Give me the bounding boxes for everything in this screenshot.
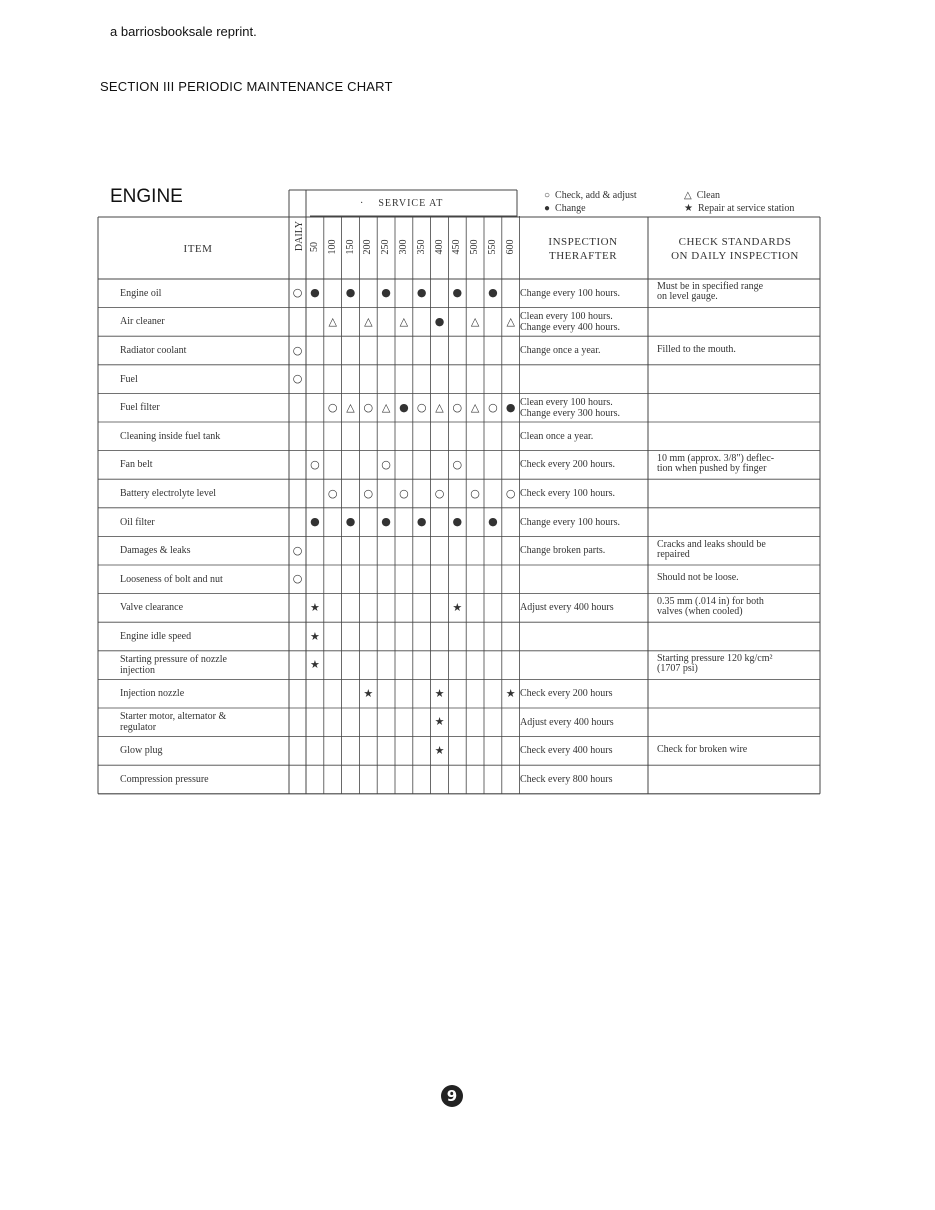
service-mark: ★: [434, 686, 445, 700]
service-mark: ●: [452, 515, 463, 529]
item-line: regulator: [120, 722, 157, 734]
service-mark: ●: [310, 515, 320, 529]
item-line: Looseness of bolt and nut: [120, 573, 223, 585]
inspection-interval: [520, 488, 645, 499]
check-standard: [657, 654, 817, 674]
check-standard: [657, 282, 817, 302]
inspection-interval: [520, 688, 645, 699]
triangle-icon: △: [684, 190, 692, 201]
item-column-header: ITEM: [183, 243, 213, 255]
item-line: Engine oil: [120, 287, 162, 299]
hour-column-header: 400: [433, 239, 445, 255]
hour-column-header: 450: [451, 239, 463, 255]
standard-line: Filled to the mouth.: [657, 343, 736, 355]
inspection-line: Check every 200 hours.: [520, 459, 615, 471]
service-mark: △: [381, 400, 391, 414]
service-dot: ·: [360, 198, 365, 209]
table-row-item: [120, 459, 153, 470]
hour-column-header: 600: [504, 239, 516, 255]
standards-header-line-2: ON DAILY INSPECTION: [671, 250, 799, 262]
inspection-interval: [520, 545, 645, 556]
service-mark: ★: [309, 600, 320, 614]
item-line: Cleaning inside fuel tank: [120, 430, 221, 442]
inspection-line: Check every 100 hours.: [520, 488, 615, 499]
service-mark: ●: [488, 515, 498, 529]
service-mark: ●: [381, 515, 391, 529]
inspection-header-line-2: THERAFTER: [548, 250, 618, 262]
item-line: Fuel: [120, 373, 138, 385]
service-mark: ●: [345, 515, 356, 529]
standards-header-line-1: CHECK STANDARDS: [678, 236, 792, 248]
inspection-line: Change once a year.: [520, 345, 601, 356]
hour-column-header: 550: [486, 239, 498, 255]
circle-icon: ○: [544, 190, 551, 201]
item-line: Air cleaner: [120, 316, 165, 328]
standard-line: Must be in specified range: [657, 281, 764, 293]
service-mark: ★: [434, 743, 445, 757]
service-mark: △: [399, 314, 409, 328]
inspection-interval: [520, 745, 645, 756]
service-mark: ●: [381, 286, 391, 300]
service-mark: ○: [381, 457, 391, 471]
standard-line: tion when pushed by finger: [657, 462, 767, 474]
table-row-item: [120, 517, 155, 528]
service-mark: ●: [488, 286, 498, 300]
hour-column-header: 350: [415, 239, 427, 255]
item-line: Starter motor, alternator &: [120, 711, 227, 723]
item-line: Radiator coolant: [120, 345, 187, 356]
table-row-item: [120, 402, 160, 413]
table-row-item: [120, 488, 216, 499]
legend-check-label: Check, add & adjust: [555, 190, 637, 201]
service-mark: ★: [452, 600, 463, 614]
item-line: Fuel filter: [120, 402, 160, 414]
table-row-item: [120, 316, 165, 327]
service-mark: △: [346, 400, 355, 414]
check-standard: [657, 597, 817, 617]
section-title: SECTION III PERIODIC MAINTENANCE CHART: [100, 79, 393, 94]
daily-mark: ○: [292, 543, 303, 557]
inspection-line: Change every 100 hours.: [520, 516, 620, 528]
service-mark: ○: [434, 486, 445, 500]
service-mark: △: [364, 314, 373, 328]
inspection-interval: [520, 431, 645, 442]
legend-repair-label: Repair at service station: [697, 203, 795, 214]
daily-mark: ○: [292, 286, 303, 300]
service-mark: ○: [452, 457, 463, 471]
service-mark: ★: [309, 658, 320, 672]
check-standard: [657, 454, 817, 474]
service-mark: ●: [416, 286, 427, 300]
table-row-item: [120, 688, 184, 699]
item-line: Fan belt: [120, 459, 153, 471]
inspection-line: Change every 100 hours.: [520, 287, 620, 299]
inspection-interval: [520, 774, 645, 785]
star-icon: ★: [684, 203, 693, 214]
inspection-line: Check every 200 hours: [520, 688, 613, 700]
inspection-line: Change every 300 hours.: [520, 407, 620, 419]
service-mark: ●: [345, 286, 356, 300]
service-mark: ○: [363, 400, 374, 414]
inspection-interval: [520, 288, 645, 299]
legend-change-label: Change: [555, 203, 586, 214]
item-line: Injection nozzle: [120, 688, 185, 700]
inspection-line: Clean every 100 hours.: [520, 396, 613, 408]
standard-line: 10 mm (approx. 3/8") deflec-: [657, 452, 775, 464]
service-mark: ○: [470, 486, 480, 500]
service-mark: ○: [327, 486, 338, 500]
inspection-interval: [520, 311, 645, 333]
inspection-interval: [520, 397, 645, 419]
standard-line: repaired: [657, 548, 690, 560]
service-mark: ★: [363, 686, 374, 700]
daily-mark: ○: [292, 343, 303, 357]
table-row-item: [120, 545, 191, 556]
reprint-note: a barriosbooksale reprint.: [110, 24, 257, 39]
daily-mark: ○: [292, 372, 303, 386]
daily-mark: ○: [292, 572, 303, 586]
standard-line: Cracks and leaks should be: [657, 538, 766, 550]
table-row-item: [120, 745, 163, 756]
hour-column-header: 300: [397, 239, 409, 255]
service-mark: ★: [505, 686, 516, 700]
table-row-item: [120, 711, 226, 733]
service-mark: ●: [310, 286, 320, 300]
service-mark: ●: [416, 515, 427, 529]
service-mark: ○: [416, 400, 427, 414]
service-mark: △: [328, 314, 337, 328]
service-mark: ○: [488, 400, 498, 414]
service-mark: ○: [363, 486, 374, 500]
service-mark: ○: [399, 486, 409, 500]
item-line: Compression pressure: [120, 774, 209, 785]
inspection-line: Adjust every 400 hours: [520, 602, 614, 614]
service-mark: △: [435, 400, 444, 414]
inspection-line: Adjust every 400 hours: [520, 716, 614, 728]
service-mark: ●: [505, 400, 516, 414]
inspection-line: Clean every 100 hours.: [520, 310, 613, 322]
service-mark: ●: [434, 314, 445, 328]
table-row-item: [120, 602, 183, 613]
service-mark: ○: [452, 400, 463, 414]
table-row-item: [120, 288, 161, 299]
service-mark: △: [470, 400, 480, 414]
check-standard: [657, 745, 817, 755]
inspection-line: Change broken parts.: [520, 545, 606, 557]
inspection-interval: [520, 517, 645, 528]
hour-column-header: 150: [344, 239, 356, 255]
service-mark: ○: [505, 486, 516, 500]
table-title: ENGINE: [110, 186, 183, 207]
hour-column-header: 500: [469, 239, 481, 255]
hour-column-header: 200: [362, 239, 374, 255]
inspection-line: Clean once a year.: [520, 430, 594, 442]
service-mark: ★: [309, 629, 320, 643]
standard-line: Should not be loose.: [657, 572, 739, 584]
standard-line: Check for broken wire: [657, 743, 748, 755]
item-line: Engine idle speed: [120, 631, 192, 642]
inspection-line: Change every 400 hours.: [520, 321, 620, 333]
standard-line: Starting pressure 120 kg/cm²: [657, 653, 773, 665]
hour-column-header: 250: [380, 239, 392, 255]
inspection-line: Check every 400 hours: [520, 745, 613, 757]
table-row-item: [120, 631, 191, 642]
item-line: Starting pressure of nozzle: [120, 654, 227, 666]
item-line: Battery electrolyte level: [120, 488, 217, 499]
inspection-interval: [520, 717, 645, 728]
standard-line: on level gauge.: [657, 291, 718, 303]
daily-column-header: DAILY: [294, 220, 305, 252]
table-row-item: [120, 654, 227, 676]
filled-circle-icon: ●: [544, 203, 551, 214]
inspection-interval: [520, 459, 645, 470]
service-mark: ●: [399, 400, 409, 414]
table-row-item: [120, 345, 186, 356]
table-row-item: [120, 574, 223, 585]
inspection-interval: [520, 345, 645, 356]
check-standard: [657, 573, 817, 583]
item-line: injection: [120, 665, 155, 677]
hour-column-header: 50: [308, 242, 320, 252]
page-number: 9: [441, 1085, 463, 1107]
hour-column-header: 100: [326, 239, 338, 255]
service-mark: ○: [310, 457, 320, 471]
standard-line: 0.35 mm (.014 in) for both: [657, 595, 764, 607]
inspection-line: Check every 800 hours: [520, 774, 613, 785]
check-standard: [657, 345, 817, 355]
inspection-interval: [520, 602, 645, 613]
item-line: Damages & leaks: [120, 545, 191, 557]
table-row-item: [120, 431, 220, 442]
service-mark: ●: [452, 286, 463, 300]
service-mark: △: [506, 314, 515, 328]
check-standard: [657, 540, 817, 560]
item-line: Glow plug: [120, 745, 163, 757]
table-row-item: [120, 374, 138, 385]
service-mark: ○: [327, 400, 338, 414]
table-row-item: [120, 774, 209, 785]
item-line: Oil filter: [120, 516, 155, 528]
service-mark: △: [470, 314, 480, 328]
legend-clean-label: Clean: [696, 190, 721, 201]
inspection-header-line-1: INSPECTION: [548, 236, 618, 248]
service-at-text: SERVICE AT: [378, 198, 444, 209]
standard-line: (1707 psi): [657, 663, 698, 675]
service-mark: ★: [434, 715, 445, 729]
item-line: Valve clearance: [120, 602, 184, 614]
standard-line: valves (when cooled): [657, 605, 743, 617]
